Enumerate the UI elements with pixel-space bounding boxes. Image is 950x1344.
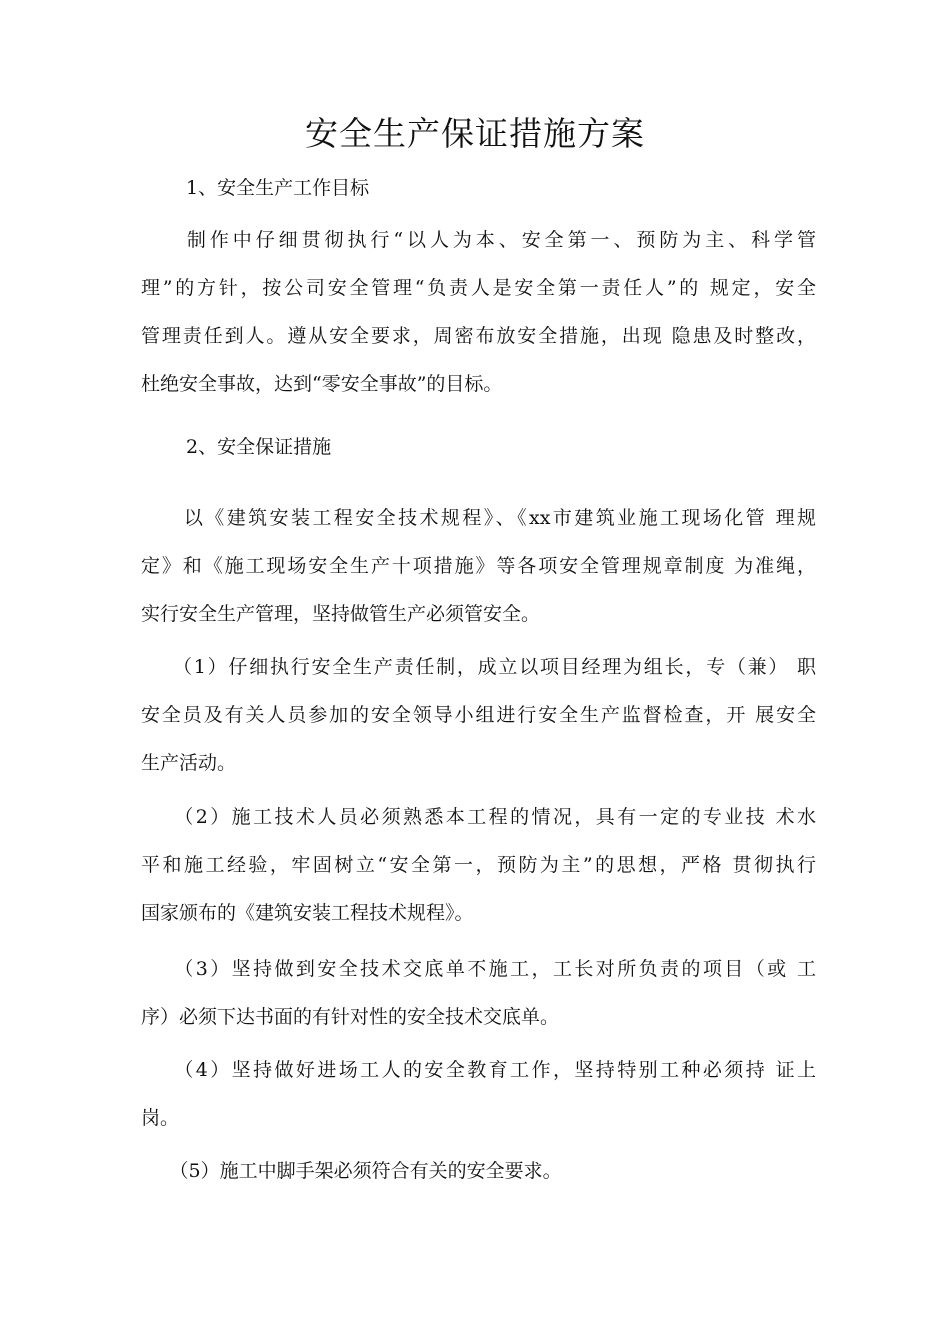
section-2-intro [141,494,816,638]
paragraph-line: （2）施工技术人员必须熟悉本工程的情况，具有一定的专业技 术水 [141,806,816,828]
paragraph-line: （5）施工中脚手架必须符合有关的安全要求。 [141,1160,562,1182]
section-2-heading: 2、安全保证措施 [186,436,332,458]
measure-item-5 [141,1147,816,1195]
paragraph-line: 管理责任到人。遵从安全要求，周密布放安全措施，出现 隐患及时整改， [141,325,816,347]
section-1-heading: 1、安全生产工作目标 [186,177,370,199]
paragraph-line: 序）必须下达书面的有针对性的安全技术交底单。 [141,1006,560,1028]
measure-item-4 [141,1046,816,1142]
measure-item-2 [141,793,816,937]
paragraph-line: 理”的方针，按公司安全管理“负责人是安全第一责任人”的 规定，安全 [141,277,816,299]
document-title: 安全生产保证措施方案 [305,114,645,153]
section-1-paragraph [141,216,816,408]
measure-item-1 [141,643,816,787]
paragraph-line: 生产活动。 [141,752,237,774]
paragraph-line: （4）坚持做好进场工人的安全教育工作，坚持特别工种必须持 证上 [141,1059,816,1081]
paragraph-line: 安全员及有关人员参加的安全领导小组进行安全生产监督检查，开 展安全 [141,704,816,726]
paragraph-line: 定》和《施工现场安全生产十项措施》等各项安全管理规章制度 为准绳， [141,555,816,577]
paragraph-line: 以《建筑安装工程安全技术规程》、《xx市建筑业施工现场化管 理规 [141,507,816,529]
paragraph-line: 平和施工经验，牢固树立“安全第一，预防为主”的思想，严格 贯彻执行 [141,854,816,876]
paragraph-line: 国家颁布的《建筑安装工程技术规程》。 [141,902,474,924]
paragraph-line: （3）坚持做到安全技术交底单不施工，工长对所负责的项目（或 工 [141,958,816,980]
paragraph-line: 杜绝安全事故，达到“零安全事故”的目标。 [141,373,503,395]
measure-item-3 [141,945,816,1041]
paragraph-line: 实行安全生产管理，坚持做管生产必须管安全。 [141,603,541,625]
paragraph-line: （1）仔细执行安全生产责任制，成立以项目经理为组长，专（兼） 职 [141,656,816,678]
paragraph-line: 制作中仔细贯彻执行“以人为本、安全第一、预防为主、科学管 [141,229,816,251]
paragraph-line: 岗。 [141,1107,180,1129]
